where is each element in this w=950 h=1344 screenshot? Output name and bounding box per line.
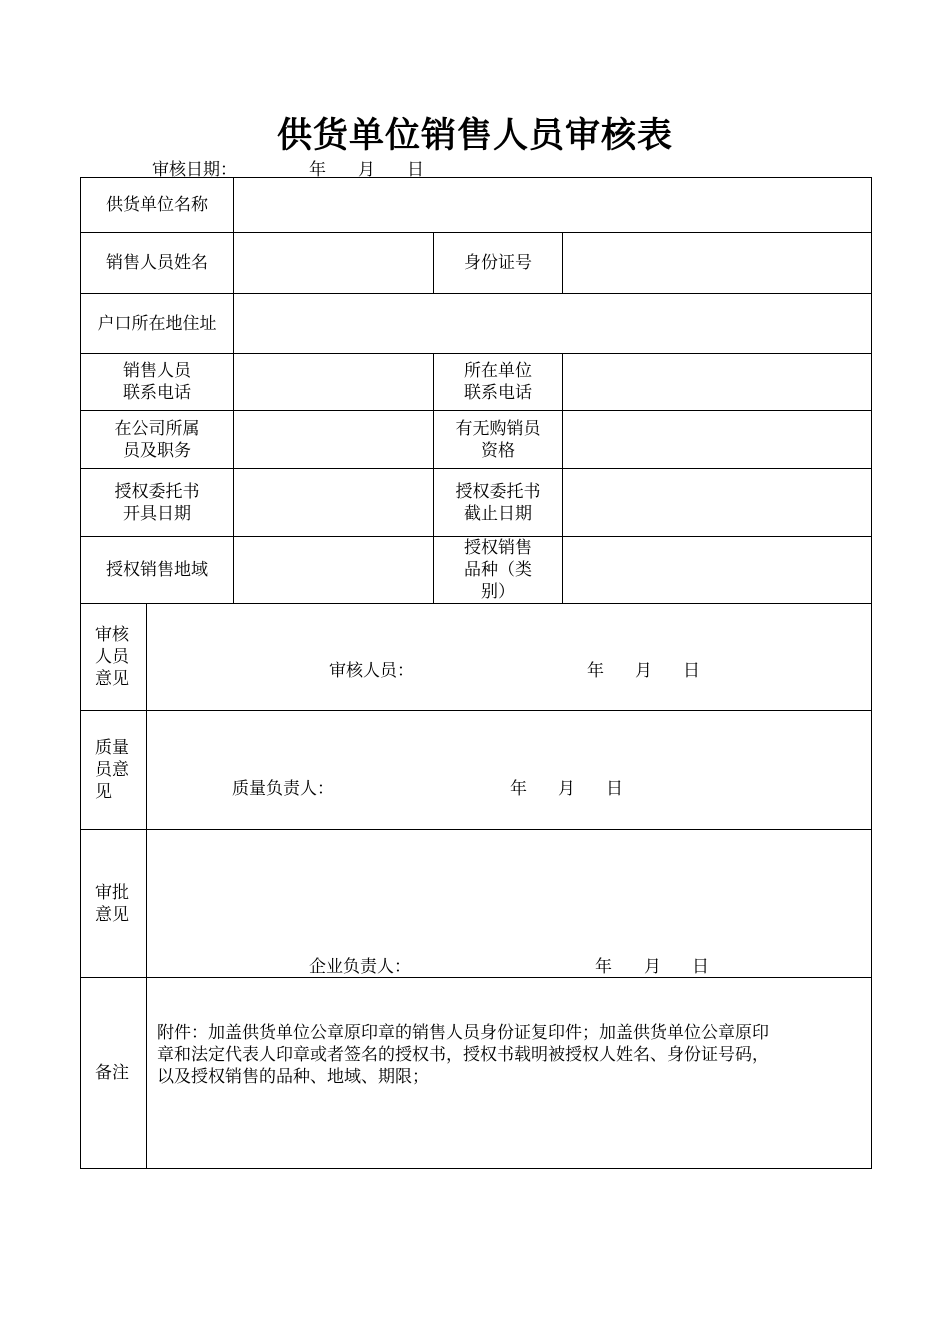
label-unit-phone-line1: 所在单位 — [464, 361, 532, 381]
field-auth-region[interactable] — [234, 537, 434, 604]
label-unit-phone-line2: 联系电话 — [464, 383, 532, 403]
label-approval-opinion — [81, 830, 147, 978]
quality-year: 年 — [510, 779, 527, 799]
label-quality-line2: 员意 — [95, 760, 129, 780]
label-auth-issue-date-line2: 开具日期 — [123, 503, 191, 524]
field-sales-name[interactable] — [234, 233, 434, 294]
label-company-position-line2: 员及职务 — [123, 440, 191, 461]
row-reviewer-opinion — [81, 604, 872, 711]
reviewer-signer-label: 审核人员： — [329, 661, 414, 681]
field-auth-issue-date[interactable] — [234, 469, 434, 537]
label-sales-phone — [81, 354, 234, 411]
label-reviewer-opinion — [81, 604, 147, 711]
field-auth-end-date[interactable] — [563, 469, 872, 537]
row-supplier-name — [81, 178, 872, 233]
field-reviewer-opinion[interactable] — [147, 604, 872, 711]
label-supplier-name: 供货单位名称 — [81, 178, 234, 233]
quality-day: 日 — [606, 779, 623, 799]
label-auth-end-date-line2: 截止日期 — [464, 503, 532, 524]
label-unit-phone — [434, 354, 563, 411]
reviewer-year: 年 — [587, 661, 604, 681]
approval-signer-label: 企业负责人： — [309, 957, 411, 977]
label-auth-category-line1: 授权销售 — [464, 538, 532, 558]
approval-year: 年 — [595, 957, 612, 977]
field-quality-opinion[interactable] — [147, 711, 872, 830]
field-buyer-qualification[interactable] — [563, 411, 872, 469]
label-reviewer-line2: 人员 — [95, 647, 129, 667]
field-approval-opinion[interactable] — [147, 830, 872, 978]
label-id-number: 身份证号 — [434, 233, 563, 294]
quality-month: 月 — [558, 779, 575, 799]
label-sales-phone-line1: 销售人员 — [123, 361, 191, 381]
quality-signer-label: 质量负责人： — [232, 779, 334, 799]
label-sales-name: 销售人员姓名 — [81, 233, 234, 294]
label-remarks: 备注 — [81, 978, 147, 1169]
review-date-month: 月 — [358, 160, 375, 180]
reviewer-month: 月 — [635, 661, 652, 681]
field-company-position[interactable] — [234, 411, 434, 469]
label-auth-issue-date — [81, 469, 234, 537]
label-approval-line1: 审批 — [95, 882, 129, 903]
label-quality-opinion — [81, 711, 147, 830]
field-id-number[interactable] — [563, 233, 872, 294]
field-remarks[interactable] — [147, 978, 872, 1169]
label-quality-line3: 见 — [95, 782, 112, 802]
field-sales-phone[interactable] — [234, 354, 434, 411]
remarks-text-line2: 章和法定代表人印章或者签名的授权书，授权书载明被授权人姓名、身份证号码， — [157, 1045, 769, 1065]
row-phones — [81, 354, 872, 411]
label-reviewer-line1: 审核 — [95, 625, 129, 645]
row-auth-scope — [81, 537, 872, 604]
field-auth-category[interactable] — [563, 537, 872, 604]
approval-day: 日 — [692, 957, 709, 977]
review-form-table — [80, 177, 872, 1169]
label-company-position-line1: 在公司所属 — [114, 418, 200, 439]
label-buyer-qualification — [434, 411, 563, 469]
label-household-address: 户口所在地住址 — [81, 294, 234, 354]
label-company-position — [81, 411, 234, 469]
row-approval-opinion — [81, 830, 872, 978]
page-title: 供货单位销售人员审核表 — [276, 115, 673, 156]
remarks-text-line3: 以及授权销售的品种、地域、期限； — [157, 1067, 429, 1087]
approval-month: 月 — [644, 957, 661, 977]
field-supplier-name[interactable] — [234, 178, 872, 233]
review-date-label: 审核日期： — [152, 160, 237, 180]
row-sales-name — [81, 233, 872, 294]
label-auth-category-line2: 品种（类 — [464, 560, 532, 580]
row-auth-dates — [81, 469, 872, 537]
label-auth-issue-date-line1: 授权委托书 — [114, 481, 200, 502]
label-auth-end-date — [434, 469, 563, 537]
field-unit-phone[interactable] — [563, 354, 872, 411]
label-quality-line1: 质量 — [95, 738, 129, 758]
label-buyer-qualification-line1: 有无购销员 — [455, 418, 541, 439]
row-remarks — [81, 978, 872, 1169]
label-auth-end-date-line1: 授权委托书 — [455, 481, 541, 502]
remarks-text-line1: 附件：加盖供货单位公章原印章的销售人员身份证复印件；加盖供货单位公章原印 — [157, 1023, 769, 1043]
row-household-address — [81, 294, 872, 354]
label-auth-category — [434, 537, 563, 604]
review-date-year: 年 — [309, 160, 326, 180]
label-auth-region: 授权销售地域 — [81, 537, 234, 604]
row-position — [81, 411, 872, 469]
review-date-day: 日 — [407, 160, 424, 180]
label-approval-line2: 意见 — [95, 904, 129, 925]
label-buyer-qualification-line2: 资格 — [481, 440, 515, 461]
reviewer-day: 日 — [683, 661, 700, 681]
label-sales-phone-line2: 联系电话 — [123, 383, 191, 403]
field-household-address[interactable] — [234, 294, 872, 354]
row-quality-opinion — [81, 711, 872, 830]
label-auth-category-line3: 别） — [481, 582, 515, 602]
label-reviewer-line3: 意见 — [95, 669, 129, 689]
